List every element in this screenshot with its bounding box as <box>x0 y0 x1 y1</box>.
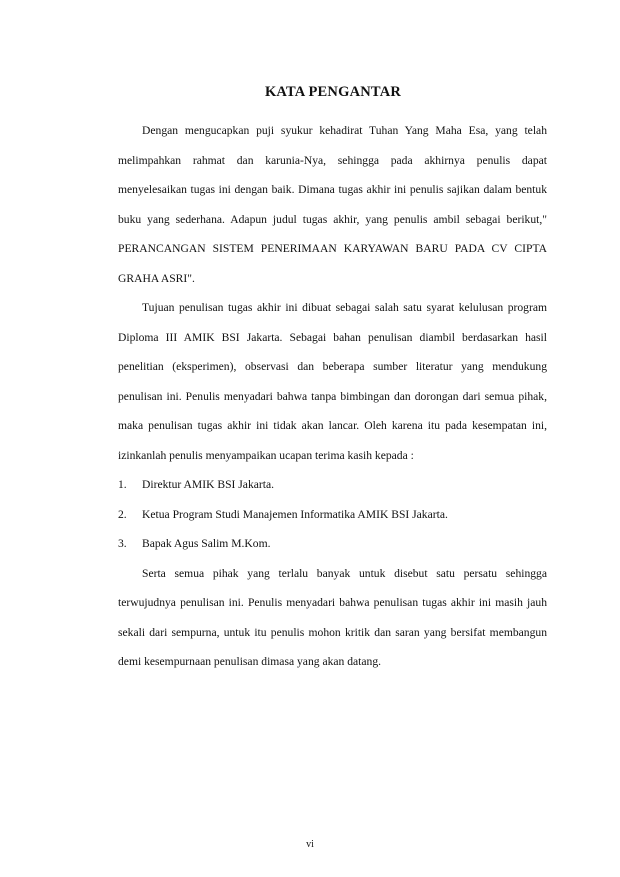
paragraph-purpose: Tujuan penulisan tugas akhir ini dibuat sebagai salah satu syarat kelulusan program Diploma III AMIK BSI Jakarta. Sebagai bahan penulisan diambil berdasarkan hasil penelitian (eksperimen), observasi dan beberapa sumber literatur yang mendukung penulisan ini. Penulis menyadari bahwa tanpa bimbingan dan dorongan dari semua pihak, maka penulisan tugas akhir ini tidak akan lancar. Oleh karena itu pada kesempatan ini, izinkanlah penulis menyampaikan ucapan terima kasih kepada : <box>118 301 547 462</box>
list-item <box>118 529 547 559</box>
list-item-text: Direktur AMIK BSI Jakarta. <box>142 478 275 491</box>
list-item-number: 1. <box>118 478 127 491</box>
list-item-text: Bapak Agus Salim M.Kom. <box>142 537 271 550</box>
list-item-text: Ketua Program Studi Manajemen Informatika AMIK BSI Jakarta. <box>142 507 448 521</box>
paragraph-closing: Serta semua pihak yang terlalu banyak untuk disebut satu persatu sehingga terwujudnya penulisan ini. Penulis menyadari bahwa penulisan tugas akhir ini masih jauh sekali dari sempurna, untuk itu penulis mohon kritik dan saran yang bersifat membangun demi kesempurnaan penulisan dimasa yang akan datang. <box>118 566 547 668</box>
paragraph-intro: Dengan mengucapkan puji syukur kehadirat Tuhan Yang Maha Esa, yang telah melimpahkan rahmat dan karunia-Nya, sehingga pada akhirnya penulis dapat menyelesaikan tugas ini dengan baik. Dimana tugas akhir ini penulis sajikan dalam bentuk buku yang sederhana. Adapun judul tugas akhir, yang penulis ambil sebagai berikut," PERANCANGAN SISTEM PENERIMAAN KARYAWAN BARU PADA CV CIPTA GRAHA ASRI". <box>118 124 547 285</box>
page-number: vi <box>306 839 314 850</box>
list-item <box>118 500 547 530</box>
list-item-number: 3. <box>118 537 127 550</box>
page-title: KATA PENGANTAR <box>264 84 402 100</box>
list-item-number: 2. <box>118 507 127 521</box>
acknowledgement-list <box>118 470 547 559</box>
document-body <box>118 116 547 677</box>
list-item <box>118 470 547 500</box>
